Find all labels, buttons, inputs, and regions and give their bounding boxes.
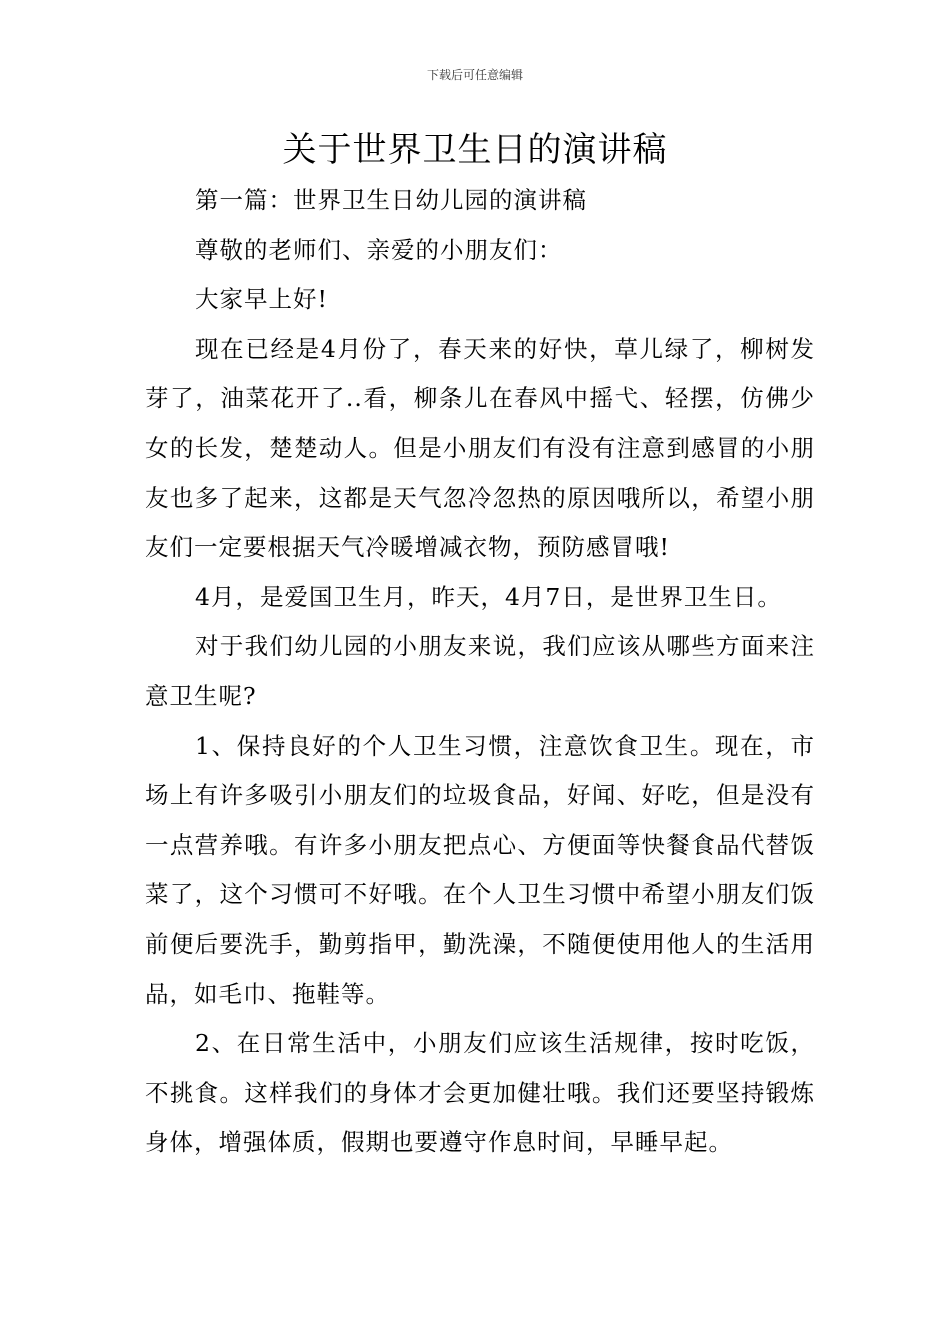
paragraph: 1、保持良好的个人卫生习惯，注意饮食卫生。现在，市场上有许多吸引小朋友们的垃圾食品，好闻、好吃，但是没有一点营养哦。有许多小朋友把点心、方便面等快餐食品代替饭菜了，这个习惯可不好哦。在个人卫生习惯中希望小朋友们饭前便后要洗手，勤剪指甲，勤洗澡，不随便使用他人的生活用品，如毛巾、拖鞋等。: [145, 731, 815, 1008]
section-heading: 第一篇：世界卫生日幼儿园的演讲稿: [195, 186, 587, 214]
document-body: [145, 176, 815, 1168]
page-header-note: 下载后可任意编辑: [426, 68, 523, 82]
document-title: 关于世界卫生日的演讲稿: [282, 130, 668, 170]
paragraph: 对于我们幼儿园的小朋友来说，我们应该从哪些方面来注意卫生呢?: [145, 632, 815, 710]
greeting: 大家早上好!: [195, 285, 328, 314]
salutation: 尊敬的老师们、亲爱的小朋友们：: [195, 235, 563, 264]
paragraph: 现在已经是4月份了，春天来的好快，草儿绿了，柳树发芽了，油菜花开了..看，柳条儿在春风中摇弋、轻摆，仿佛少女的长发，楚楚动人。但是小朋友们有没有注意到感冒的小朋友也多了起来，这都是天气忽冷忽热的原因哦所以，希望小朋友们一定要根据天气冷暖增减衣物，预防感冒哦!: [145, 334, 815, 562]
paragraph: 2、在日常生活中，小朋友们应该生活规律，按时吃饭，不挑食。这样我们的身体才会更加健壮哦。我们还要坚持锻炼身体，增强体质，假期也要遵守作息时间，早睡早起。: [145, 1029, 815, 1157]
paragraph: 4月，是爱国卫生月，昨天，4月7日，是世界卫生日。: [195, 582, 782, 611]
